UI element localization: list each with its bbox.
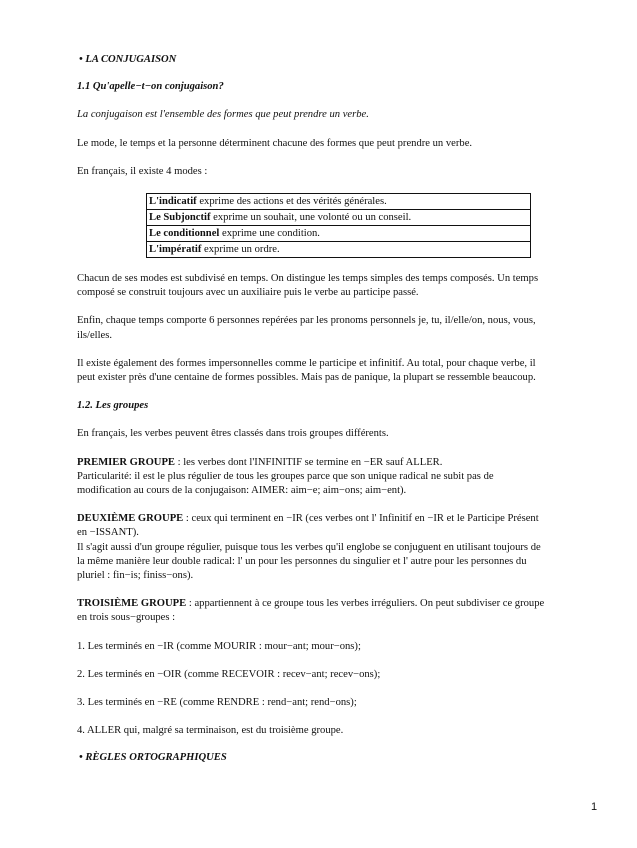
table-row — [147, 226, 531, 242]
mode-description: exprime des actions et des vérités générales. — [196, 196, 387, 208]
mode-term: Le Subjonctif — [149, 212, 211, 224]
list-item: 4. ALLER qui, malgré sa terminaison, est du troisième groupe. — [77, 725, 344, 737]
mode-term: Le conditionnel — [149, 228, 220, 240]
page-content — [77, 53, 597, 766]
table-row — [147, 210, 531, 226]
section-heading-conjugaison: • LA CONJUGAISON — [79, 54, 177, 65]
group-label: DEUXIÈME GROUPE — [77, 513, 184, 525]
mode-term: L'impératif — [149, 244, 202, 256]
list-item: 1. Les terminés en −IR (comme MOURIR : mour−ant; mour−ons); — [77, 640, 361, 652]
subsection-heading-1-1: 1.1 Qu'apelle−t−on conjugaison? — [77, 81, 224, 93]
paragraph-four-modes-intro: En français, il existe 4 modes : — [77, 165, 208, 177]
table-cell — [147, 226, 531, 242]
paragraph-temps-subdivision — [77, 272, 597, 300]
paragraph-premier-groupe — [77, 456, 597, 499]
group-label: PREMIER GROUPE — [77, 456, 175, 468]
text-line: : ceux qui terminent en −IR (ces verbes ont l' Infinitif en −IR et le Participe Présent — [183, 513, 539, 525]
list-item: 3. Les terminés en −RE (comme RENDRE : rend−ant; rend−ons); — [77, 697, 357, 709]
group-label: TROISIÈME GROUPE — [77, 598, 187, 610]
text-line: en trois sous−groupes : — [77, 612, 176, 624]
text-line: modification au cours de la conjugaison: AIMER: aim−e; aim−ons; aim−ent). — [77, 485, 407, 497]
text-line: composé se construit toujours avec un auxiliaire puis le verbe au participe passé. — [77, 287, 419, 299]
paragraph-mode-temps-personne: Le mode, le temps et la personne déterminent chacune des formes que peut prendre un verbe. — [77, 137, 473, 149]
text-line: : appartiennent à ce groupe tous les verbes irréguliers. On peut subdiviser ce groupe — [186, 598, 545, 610]
table-cell — [147, 194, 531, 210]
paragraph-groupes-intro: En français, les verbes peuvent êtres classés dans trois groupes différents. — [77, 428, 389, 440]
section-heading-regles-ortographiques: • RÈGLES ORTOGRAPHIQUES — [79, 752, 227, 764]
text-line: ils/elles. — [77, 329, 113, 341]
text-line: Particularité: il est le plus régulier de tous les groupes parce que son unique radical ne subit pas de — [77, 470, 494, 482]
paragraph-deuxieme-groupe — [77, 512, 597, 583]
subsection-heading-1-2: 1.2. Les groupes — [77, 400, 149, 412]
text-line: pluriel : fin−is; finiss−ons). — [77, 570, 194, 582]
list-item: 2. Les terminés en −OIR (comme RECEVOIR : recev−ant; recev−ons); — [77, 668, 381, 680]
page-number: 1 — [591, 801, 598, 813]
text-line: la même manière leur double radical: l' un pour les personnes du singulier et l' autre pour les personnes du — [77, 555, 527, 567]
modes-table — [146, 193, 531, 258]
paragraph-personnes — [77, 314, 597, 342]
definition-text: La conjugaison est l'ensemble des formes que peut prendre un verbe. — [77, 109, 369, 121]
mode-description: exprime un ordre. — [201, 244, 280, 256]
table-row — [147, 194, 531, 210]
paragraph-formes-impersonnelles — [77, 357, 597, 385]
text-line: Enfin, chaque temps comporte 6 personnes repérées par les pronoms personnels je, tu, il/elle/on, nous, vous, — [77, 315, 536, 327]
mode-description: exprime une condition. — [219, 228, 320, 240]
table-cell — [147, 242, 531, 258]
text-line: : les verbes dont l'INFINITIF se termine en −ER sauf ALLER. — [175, 456, 443, 468]
table-row — [147, 242, 531, 258]
mode-description: exprime un souhait, une volonté ou un conseil. — [210, 212, 412, 224]
table-cell — [147, 210, 531, 226]
text-line: en −ISSANT). — [77, 527, 139, 539]
paragraph-troisieme-groupe — [77, 597, 597, 625]
mode-term: L'indicatif — [149, 196, 197, 208]
text-line: peut exister près d'une centaine de formes possibles. Mais pas de panique, la plupart se ressemble beaucoup. — [77, 372, 536, 384]
text-line: Il existe également des formes impersonnelles comme le participe et infinitif. Au total, pour chaque verbe, il — [77, 357, 536, 369]
text-line: Chacun de ses modes est subdivisé en temps. On distingue les temps simples des temps composés. Un temps — [77, 273, 539, 285]
text-line: Il s'agit aussi d'un groupe régulier, puisque tous les verbes qu'il englobe se conjuguent en utilisant toujours de — [77, 541, 541, 553]
